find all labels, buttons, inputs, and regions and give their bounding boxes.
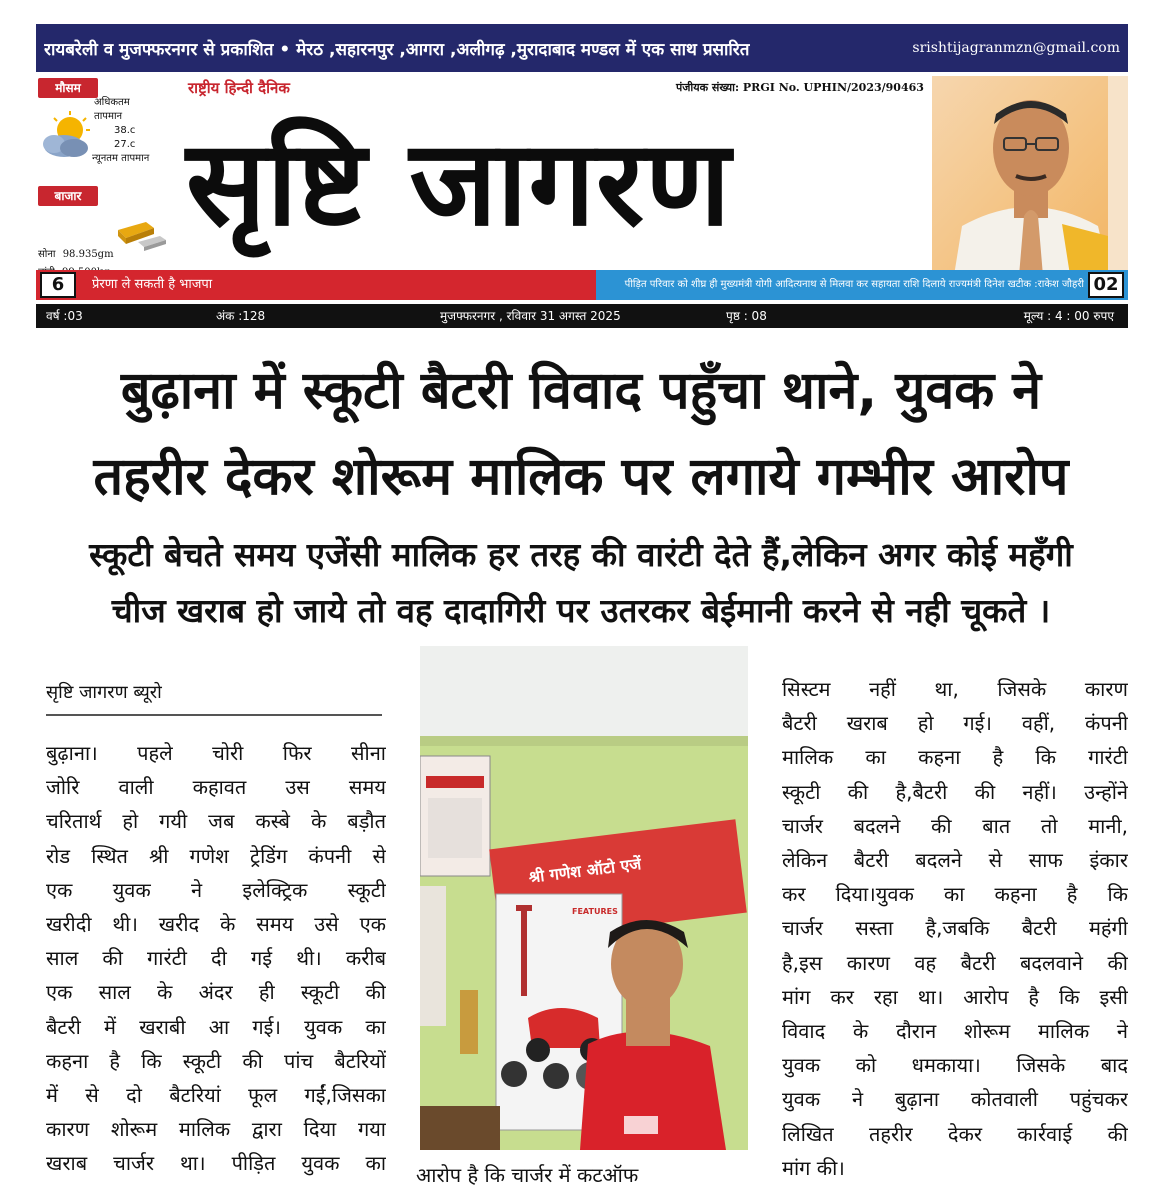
- gold-rate-row: [38, 246, 114, 264]
- article-line: साल की गारंटी दी गई थी। करीब: [46, 946, 386, 971]
- article-line: खरीदी थी। खरीद के समय उसे एक: [46, 912, 386, 937]
- article-line: जोरि वाली कहावत उस समय: [46, 775, 386, 800]
- article-line: युवक ने बुढ़ाना कोतवाली पहुंचकर: [782, 1087, 1128, 1112]
- politician-portrait: [932, 76, 1128, 288]
- edition-price: मूल्य : 4 : 00 रुपए: [1023, 309, 1114, 323]
- market-label: बाजार: [38, 186, 98, 206]
- article-line: है,इस कारण वह बैटरी बदलवाने की: [782, 950, 1128, 975]
- article-line: कारण शोरूम मालिक द्वारा दिया गया: [46, 1117, 386, 1142]
- article-line: एक साल के अंदर ही स्कूटी की: [46, 980, 386, 1005]
- subheadline-line-2: चीज खराब हो जाये तो वह दादागिरी पर उतरकर बेईमानी करने से नही चूकते ।: [111, 591, 1051, 630]
- sun-cloud-icon: [40, 110, 96, 162]
- article-line: लेकिन बैटरी बदलने से साफ इंकार: [782, 848, 1128, 873]
- photo-sign-text: श्री गणेश ऑटो एजें: [527, 854, 643, 887]
- subheadline-line-1: स्कूटी बेचते समय एजेंसी मालिक हर तरह की वारंटी देते हैं,लेकिन अगर कोई महँगी: [89, 535, 1073, 574]
- article-line: स्कूटी की है,बैटरी की नहीं। उन्होंने: [782, 779, 1128, 804]
- weather-label: मौसम: [38, 78, 98, 98]
- article-left-column: [46, 736, 386, 1200]
- article-line: विवाद के दौरान शोरूम मालिक ने: [782, 1019, 1128, 1044]
- article-photo: [420, 646, 748, 1150]
- ticker-right-text: पीड़ित परिवार को शीघ्र ही मुख्यमंत्री योगी आदित्यनाथ से मिलवा कर सहायता राशि दिलाये राज्यमंत्री दिनेश खटीक :राकेश जौहरी: [624, 279, 1084, 290]
- contact-email[interactable]: srishtijagranmzn@gmail.com: [912, 40, 1120, 56]
- min-temp-value: 27.c: [114, 139, 136, 150]
- photo-caption: आरोप है कि चार्जर में कटऑफ: [416, 1163, 639, 1187]
- article-line: कर दिया।युवक का कहना है कि: [782, 882, 1128, 907]
- max-temp-label: अधिकतम: [94, 97, 130, 108]
- article-line: बुढ़ाना। पहले चोरी फिर सीना: [46, 741, 386, 765]
- article-line: लिखित तहरीर देकर कार्रवाई की: [782, 1121, 1128, 1146]
- article-line: चरितार्थ हो गयी जब कस्बे के बड़ौत: [46, 809, 386, 834]
- gold-label: सोना: [38, 249, 56, 260]
- ticker-row: [36, 270, 1128, 300]
- ticker-left[interactable]: [36, 270, 596, 300]
- ticker-right-page: 02: [1088, 272, 1124, 298]
- article-line: बैटरी खराब हो गई। वहीं, कंपनी: [782, 711, 1128, 736]
- article-line: खराब चार्जर था। पीड़ित युवक का: [46, 1151, 386, 1176]
- headline-line-2: तहरीर देकर शोरूम मालिक पर लगाये गम्भीर आरोप: [93, 447, 1069, 507]
- registration-number: पंजीयक संख्या: PRGI No. UPHIN/2023/90463: [676, 81, 924, 94]
- top-banner: [36, 24, 1128, 72]
- masthead: [36, 24, 1128, 329]
- article-line: रोड स्थित श्री गणेश ट्रेडिंग कंपनी से: [46, 843, 386, 868]
- max-temp-value: 38.c: [114, 125, 136, 136]
- edition-page: पृष्ठ : 08: [726, 309, 767, 323]
- article-line-last: मांग की।: [782, 1155, 845, 1180]
- ticker-left-text: प्रेरणा ले सकती है भाजपा: [92, 277, 213, 292]
- gold-silver-bars-icon: [112, 216, 168, 252]
- edition-date: मुजफ्फरनगर , रविवार 31 अगस्त 2025: [440, 309, 621, 323]
- weather-market-panel: [36, 76, 176, 288]
- article-line: युवक को धमकाया। जिसके बाद: [782, 1053, 1128, 1078]
- edition-issue: अंक :128: [216, 309, 266, 323]
- byline: सृष्टि जागरण ब्यूरो: [46, 676, 382, 716]
- article-line: सिस्टम नहीं था, जिसके कारण: [782, 677, 1128, 701]
- article-line: एक युवक ने इलेक्ट्रिक स्कूटी: [46, 877, 386, 902]
- article-line: मांग कर रहा था। आरोप है कि इसी: [782, 984, 1128, 1009]
- tagline: राष्ट्रीय हिन्दी दैनिक: [188, 79, 290, 97]
- weather-readings: [92, 96, 176, 166]
- article-right-column: [782, 672, 1128, 1200]
- photo-poster-text: FEATURES: [572, 907, 618, 916]
- headline-line-1: बुढ़ाना में स्कूटी बैटरी विवाद पहुँचा थाने, युवक ने: [120, 361, 1042, 421]
- edition-year: वर्ष :03: [46, 309, 83, 323]
- edition-info-bar: [36, 304, 1128, 328]
- article-line: कहना है कि स्कूटी की पांच बैटरियों: [46, 1048, 386, 1073]
- publication-locations: रायबरेली व मुजफ्फरनगर से प्रकाशित • मेरठ ,सहारनपुर ,आगरा ,अलीगढ़ ,मुरादाबाद मण्डल में एक साथ प्रसारित: [44, 39, 750, 60]
- newspaper-title: सृष्टि जागरण: [186, 114, 732, 252]
- article-line: चार्जर सस्ता है,जबकि बैटरी महंगी: [782, 916, 1128, 941]
- article-line: में से दो बैटरियां फूल गईं,जिसका: [46, 1083, 386, 1108]
- gold-value: 98.935gm: [62, 249, 114, 260]
- ticker-right[interactable]: [596, 270, 1128, 300]
- article-line: चार्जर बदलने की बात तो मानी,: [782, 813, 1128, 838]
- max-temp-label-2: तापमान: [94, 111, 123, 122]
- min-temp-label: न्यूनतम तापमान: [92, 153, 150, 164]
- article-line: मालिक का कहना है कि गारंटी: [782, 745, 1128, 770]
- ticker-left-page: 6: [40, 272, 76, 298]
- article-line: बैटरी में खराबी आ गई। युवक का: [46, 1014, 386, 1039]
